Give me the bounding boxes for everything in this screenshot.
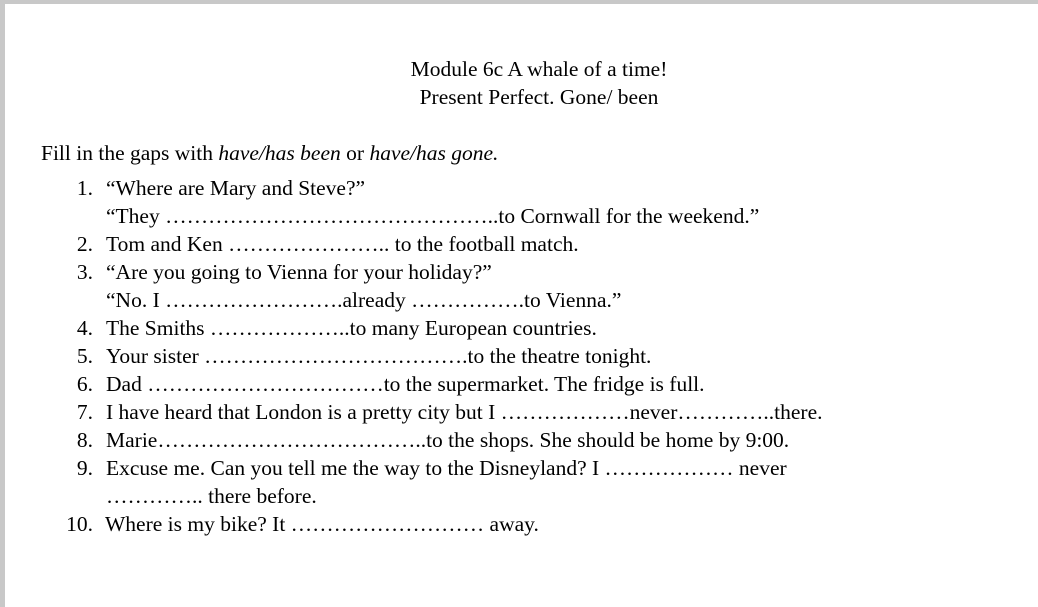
instruction-middle: or [340,141,370,165]
item-8-number: 8. [76,428,93,452]
item-2-number: 2. [76,232,93,256]
item-3-line-2: “No. I …………………….already …………….to Vienna.” [106,288,622,312]
item-5-line-1: Your sister ……………………………….to the theatre tonight. [106,344,652,368]
item-10-number: 10. [66,512,93,536]
item-3-number: 3. [76,260,93,284]
item-3-line-1: “Are you going to Vienna for your holiday?” [106,260,492,284]
item-9-line-2: ………….. there before. [106,484,317,508]
item-1-number: 1. [76,176,93,200]
item-10-line-1: Where is my bike? It ……………………… away. [105,512,539,536]
instruction-option-been: have/has been [218,141,341,165]
item-5-number: 5. [76,344,93,368]
instruction-prefix: Fill in the gaps with [41,141,219,165]
item-1-line-2: “They ………………………………………..to Cornwall for the weekend.” [106,204,760,228]
instruction-text [41,141,498,166]
item-7-line-1: I have heard that London is a pretty city but I ………………never…………..there. [106,400,823,424]
item-9-number: 9. [76,456,93,480]
item-7-number: 7. [76,400,93,424]
item-9-line-1: Excuse me. Can you tell me the way to the Disneyland? I ……………… never [106,456,787,480]
item-1-line-1: “Where are Mary and Steve?” [106,176,366,200]
item-4-number: 4. [76,316,93,340]
item-8-line-1: Marie………………………………..to the shops. She should be home by 9:00. [106,428,790,452]
item-4-line-1: The Smiths ………………..to many European countries. [106,316,597,340]
item-2-line-1: Tom and Ken ………………….. to the football match. [106,232,579,256]
item-6-line-1: Dad ……………………………to the supermarket. The fridge is full. [106,372,705,396]
page-subtitle: Present Perfect. Gone/ been [419,85,659,109]
instruction-option-gone: have/has gone. [369,141,499,165]
item-6-number: 6. [76,372,93,396]
page-title: Module 6c A whale of a time! [410,57,668,81]
